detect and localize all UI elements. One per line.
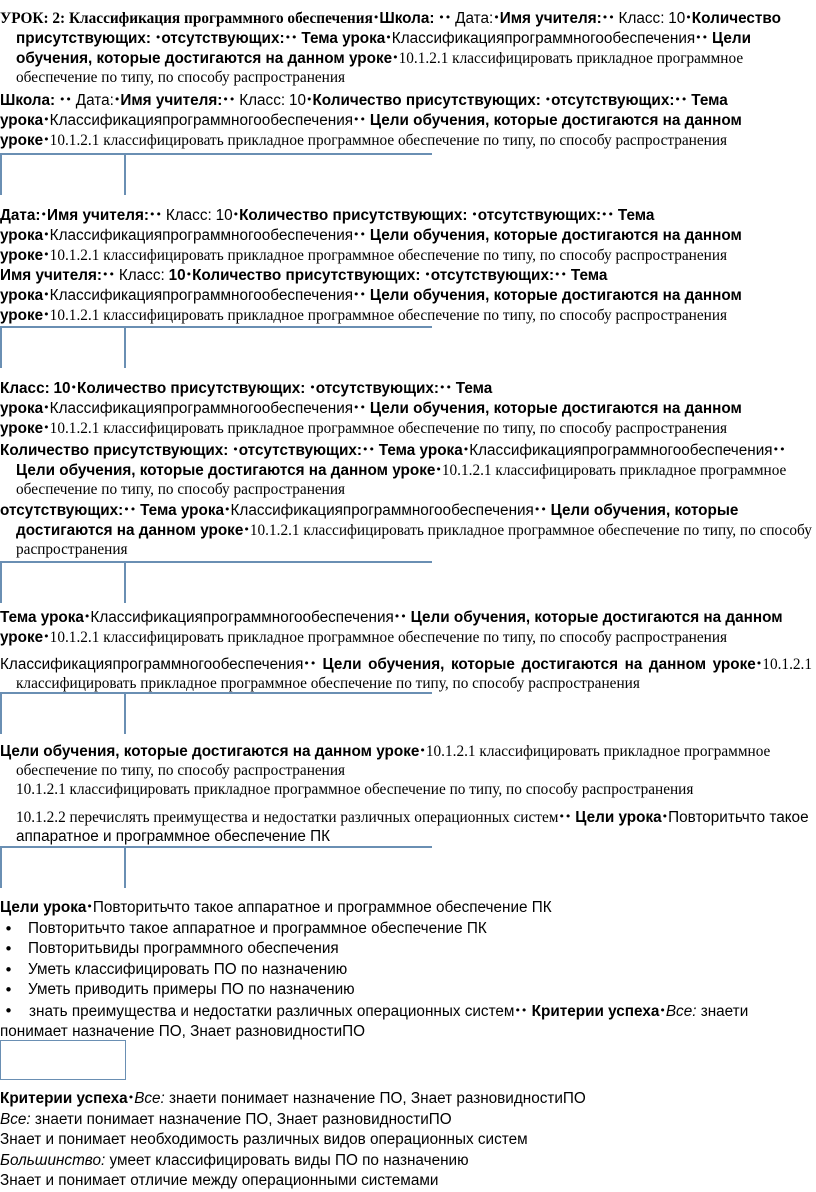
lesson-header-from-teacher: Имя учителя:•• Класс: 10•Количество присутствующих: •отсутствующих:•• Тема урока•Классификацияпрограммногообеспечения•• Цели обучения, которые достигаются на данном уроке•10.1.2.1 классифицировать прикладное программное обеспечение по типу, по способу распространения — [0, 267, 742, 324]
table-frame — [0, 846, 432, 888]
lesson-header-from-topic: Тема урока•Классификацияпрограммногообеспечения•• Цели обучения, которые достигаются на данном уроке•10.1.2.1 классифицировать прикладное программное обеспечение по типу, по способу распространения — [0, 609, 783, 646]
lesson-header-full: УРОК: 2: Классификация программного обеспечения•Школа: •• Дата:•Имя учителя:•• Класс: 10•Количество присутствующих: •отсутствующих:•• Тема урока•Классификацияпрограммногообеспечения•• Цели обучения, которые достигаются на данном уроке•10.1.2.1 классифицировать прикладное программное обеспечение по типу, по способу распространения — [0, 10, 781, 86]
table-frame — [0, 153, 432, 195]
list-item: • Уметь приводить примеры ПО по назначению — [4, 981, 355, 999]
table-frame — [0, 561, 432, 603]
bullet-icon: • — [4, 960, 14, 979]
learning-goals-section: Цели обучения, которые достигаются на данном уроке•10.1.2.1 классифицировать прикладное программное обеспечение по типу, по способу распространения 10.1.2.1 классифицировать прикладное программное обеспечение по типу, по способу распространения — [0, 743, 771, 798]
lesson-header-from-topic-value: Классификацияпрограммногообеспечения•• Цели обучения, которые достигаются на данном уроке•10.1.2.1 классифицировать прикладное программное обеспечение по типу, по способу распространения — [0, 656, 813, 692]
lesson-header-from-class: Класс: 10•Количество присутствующих: •отсутствующих:•• Тема урока•Классификацияпрограммногообеспечения•• Цели обучения, которые достигаются на данном уроке•10.1.2.1 классифицировать прикладное программное обеспечение по типу, по способу распространения — [0, 380, 742, 437]
table-frame — [0, 692, 432, 734]
list-item: • Повторитьчто такое аппаратное и программное обеспечение ПК — [4, 919, 487, 938]
lesson-header-from-date: Дата:•Имя учителя:•• Класс: 10•Количество присутствующих: •отсутствующих:•• Тема урока•Классификацияпрограммногообеспечения•• Цели обучения, которые достигаются на данном уроке•10.1.2.1 классифицировать прикладное программное обеспечение по типу, по способу распространения — [0, 207, 742, 264]
lesson-title: УРОК: 2: Классификация программного обеспечения — [0, 10, 373, 27]
bullet-icon: • — [4, 940, 14, 958]
list-item: • знать преимущества и недостатки различных операционных систем•• Критерии успеха•Все: знаети понимает назначение ПО, Знает разновидностиПО — [0, 1001, 749, 1040]
table-frame — [0, 326, 432, 368]
bullet-icon: • — [4, 981, 14, 999]
bullet-icon: • — [4, 1001, 14, 1020]
lesson-header-from-present: Количество присутствующих: •отсутствующих:•• Тема урока•Классификацияпрограммногообеспечения•• Цели обучения, которые достигаются на данном уроке•10.1.2.1 классифицировать прикладное программное обеспечение по типу, по способу распространения — [0, 442, 787, 498]
list-item: • Уметь классифицировать ПО по назначению — [4, 960, 348, 979]
lesson-header-from-school: Школа: •• Дата:•Имя учителя:•• Класс: 10•Количество присутствующих: •отсутствующих:•• Тема урока•Классификацияпрограммногообеспечения•• Цели обучения, которые достигаются на данном уроке•10.1.2.1 классифицировать прикладное программное обеспечение по типу, по способу распространения — [0, 92, 742, 149]
empty-cell — [0, 1040, 126, 1080]
goal-2-block: 10.1.2.2 перечислять преимущества и недостатки различных операционных систем•• Цели урока•Повторитьчто такое аппаратное и программное обеспечение ПК — [16, 809, 809, 845]
aims-list — [0, 919, 812, 1043]
success-criteria-section: Критерии успеха•Все: знаети понимает назначение ПО, Знает разновидностиПО Все: знаети понимает назначение ПО, Знает разновидностиПО Знает и понимает необходимость различных видов операционных систем Большинство: умеет классифицировать виды ПО по назначению Знает и понимает отличие между операционными системами — [0, 1090, 586, 1189]
lesson-header-from-absent: отсутствующих:•• Тема урока•Классификацияпрограммногообеспечения•• Цели обучения, которые достигаются на данном уроке•10.1.2.1 классифицировать прикладное программное обеспечение по типу, по способу распространения — [0, 502, 812, 558]
list-item: • Повторитьвиды программного обеспечения — [4, 940, 339, 958]
lesson-aims-section: Цели урока•Повторитьчто такое аппаратное и программное обеспечение ПК • Повторитьчто такое аппаратное и программное обеспечение ПК • Повторитьвиды программного обеспечения • Уметь классифицировать ПО по назначению • Уметь приводить примеры ПО по назначению • знать преимущества и недостатки различных операционных систем•• Критерии успеха•Все: знаети понимает назначение ПО, Знает разновидностиПО — [0, 897, 812, 1043]
bullet-icon: • — [4, 919, 14, 938]
